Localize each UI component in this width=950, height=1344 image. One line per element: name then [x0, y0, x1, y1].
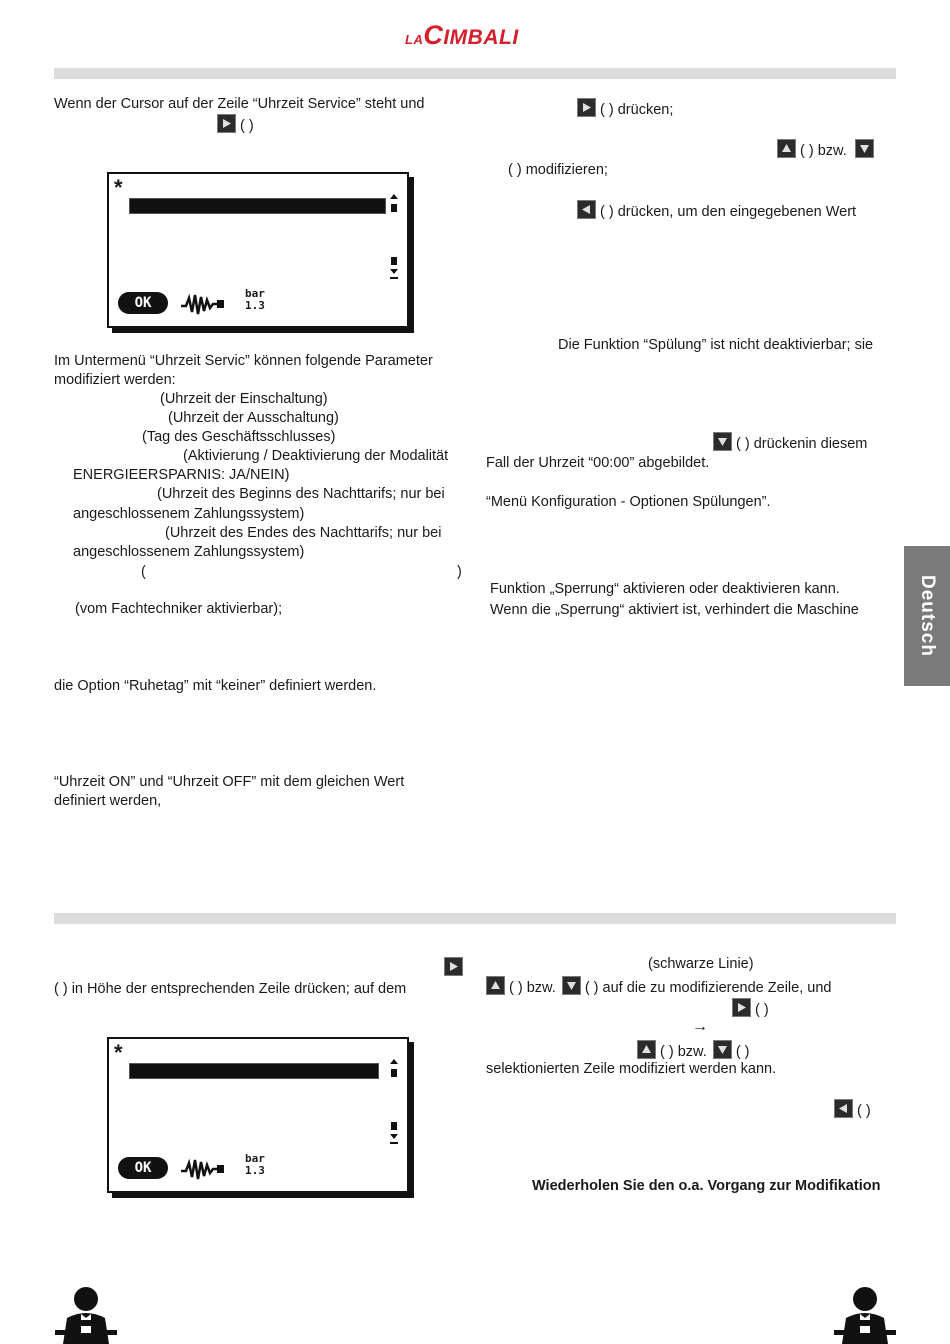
text-line: (Aktivierung / Deaktivierung der Modalität	[183, 448, 449, 464]
text-line: ( ) bzw. ( ) auf die zu modifizierende Zeile, und	[486, 976, 831, 998]
text-line: Funktion „Sperrung“ aktivieren oder deaktivieren kann.	[490, 581, 840, 597]
pressure-display: bar 1.3	[245, 1152, 265, 1177]
cimbali-logo: LACIMBALI	[405, 20, 519, 50]
scroll-up-icon	[390, 194, 398, 214]
text-line: (Uhrzeit der Einschaltung)	[160, 391, 328, 407]
text-line: selektionierten Zeile modifiziert werden kann.	[486, 1061, 777, 1077]
text-line: (Uhrzeit des Beginns des Nachttarifs; nur bei	[157, 486, 445, 502]
text-line	[444, 957, 463, 979]
pressure-display: bar 1.3	[245, 287, 265, 312]
section-divider-top	[54, 68, 896, 79]
text-line: ( ) drücken, um den eingegebenen Wert	[577, 200, 856, 222]
text-line: definiert werden,	[54, 793, 162, 809]
text-line: Im Untermenü “Uhrzeit Servic” können folgende Parameter	[54, 353, 433, 369]
text-line: Wenn der Cursor auf der Zeile “Uhrzeit Service” steht und	[54, 96, 425, 112]
text-line: ( ) in Höhe der entsprechenden Zeile drücken; auf dem	[54, 981, 407, 997]
language-tab: Deutsch	[904, 546, 950, 686]
text-line: ( ) bzw. ( )	[637, 1040, 750, 1062]
waveform-icon	[181, 292, 227, 316]
text-line: modifiziert werden:	[54, 372, 176, 388]
asterisk-icon: *	[114, 175, 123, 200]
text-line: ( ) modifizieren;	[508, 162, 608, 178]
text-line: ( )	[217, 114, 254, 136]
text-line: (schwarze Linie)	[648, 956, 754, 972]
right-arrow-key-icon	[732, 998, 751, 1017]
text-line: angeschlossenem Zahlungssystem)	[73, 506, 305, 522]
text-line: )	[457, 564, 462, 580]
right-arrow-key-icon	[444, 957, 463, 976]
text-line: ENERGIEERSPARNIS: JA/NEIN)	[73, 467, 290, 483]
text-line: “Uhrzeit ON” und “Uhrzeit OFF” mit dem gleichen Wert	[54, 774, 405, 790]
down-arrow-key-icon	[562, 976, 581, 995]
ok-icon: OK	[118, 1157, 168, 1179]
barista-icon	[834, 1286, 896, 1344]
scroll-down-icon	[390, 257, 398, 281]
right-arrow-key-icon	[217, 114, 236, 133]
down-arrow-key-icon	[855, 139, 874, 158]
arrow-icon: →	[692, 1018, 708, 1035]
waveform-icon	[181, 1157, 227, 1181]
text-line: die Option “Ruhetag” mit “keiner” definiert werden.	[54, 678, 377, 694]
text-line: ( )	[732, 998, 769, 1020]
text-line: ( )	[834, 1099, 871, 1121]
text-line: (Tag des Geschäftsschlusses)	[142, 429, 336, 445]
scroll-down-icon	[390, 1122, 398, 1146]
text-line: Wiederholen Sie den o.a. Vorgang zur Modifikation	[532, 1178, 881, 1194]
text-line: Fall der Uhrzeit “00:00” abgebildet.	[486, 455, 710, 471]
text-line: (	[141, 564, 146, 580]
text-line: angeschlossenem Zahlungssystem)	[73, 544, 305, 560]
up-arrow-key-icon	[637, 1040, 656, 1059]
down-arrow-key-icon	[713, 432, 732, 451]
display-screen	[107, 1037, 409, 1193]
cursor-line	[129, 198, 386, 214]
text-line: ( ) drücken;	[577, 98, 673, 120]
cursor-line	[129, 1063, 379, 1079]
display-screen	[107, 172, 409, 328]
scroll-up-icon	[390, 1059, 398, 1079]
text-line: (Uhrzeit der Ausschaltung)	[168, 410, 339, 426]
text-line: (Uhrzeit des Endes des Nachttarifs; nur bei	[165, 525, 442, 541]
left-arrow-key-icon	[834, 1099, 853, 1118]
right-arrow-key-icon	[577, 98, 596, 117]
section-divider-bottom	[54, 913, 896, 924]
left-arrow-key-icon	[577, 200, 596, 219]
text-line: ( ) drückenin diesem	[713, 432, 867, 454]
up-arrow-key-icon	[486, 976, 505, 995]
text-line: (vom Fachtechniker aktivierbar);	[75, 601, 283, 617]
text-line: “Menü Konfiguration - Optionen Spülungen”.	[486, 494, 771, 510]
down-arrow-key-icon	[713, 1040, 732, 1059]
asterisk-icon: *	[114, 1040, 123, 1065]
up-arrow-key-icon	[777, 139, 796, 158]
text-line: Wenn die „Sperrung“ aktiviert ist, verhindert die Maschine	[490, 602, 859, 618]
ok-icon: OK	[118, 292, 168, 314]
text-line: ( ) bzw.	[777, 139, 874, 161]
barista-icon	[55, 1286, 117, 1344]
text-line: Die Funktion “Spülung” ist nicht deaktivierbar; sie	[558, 337, 874, 353]
